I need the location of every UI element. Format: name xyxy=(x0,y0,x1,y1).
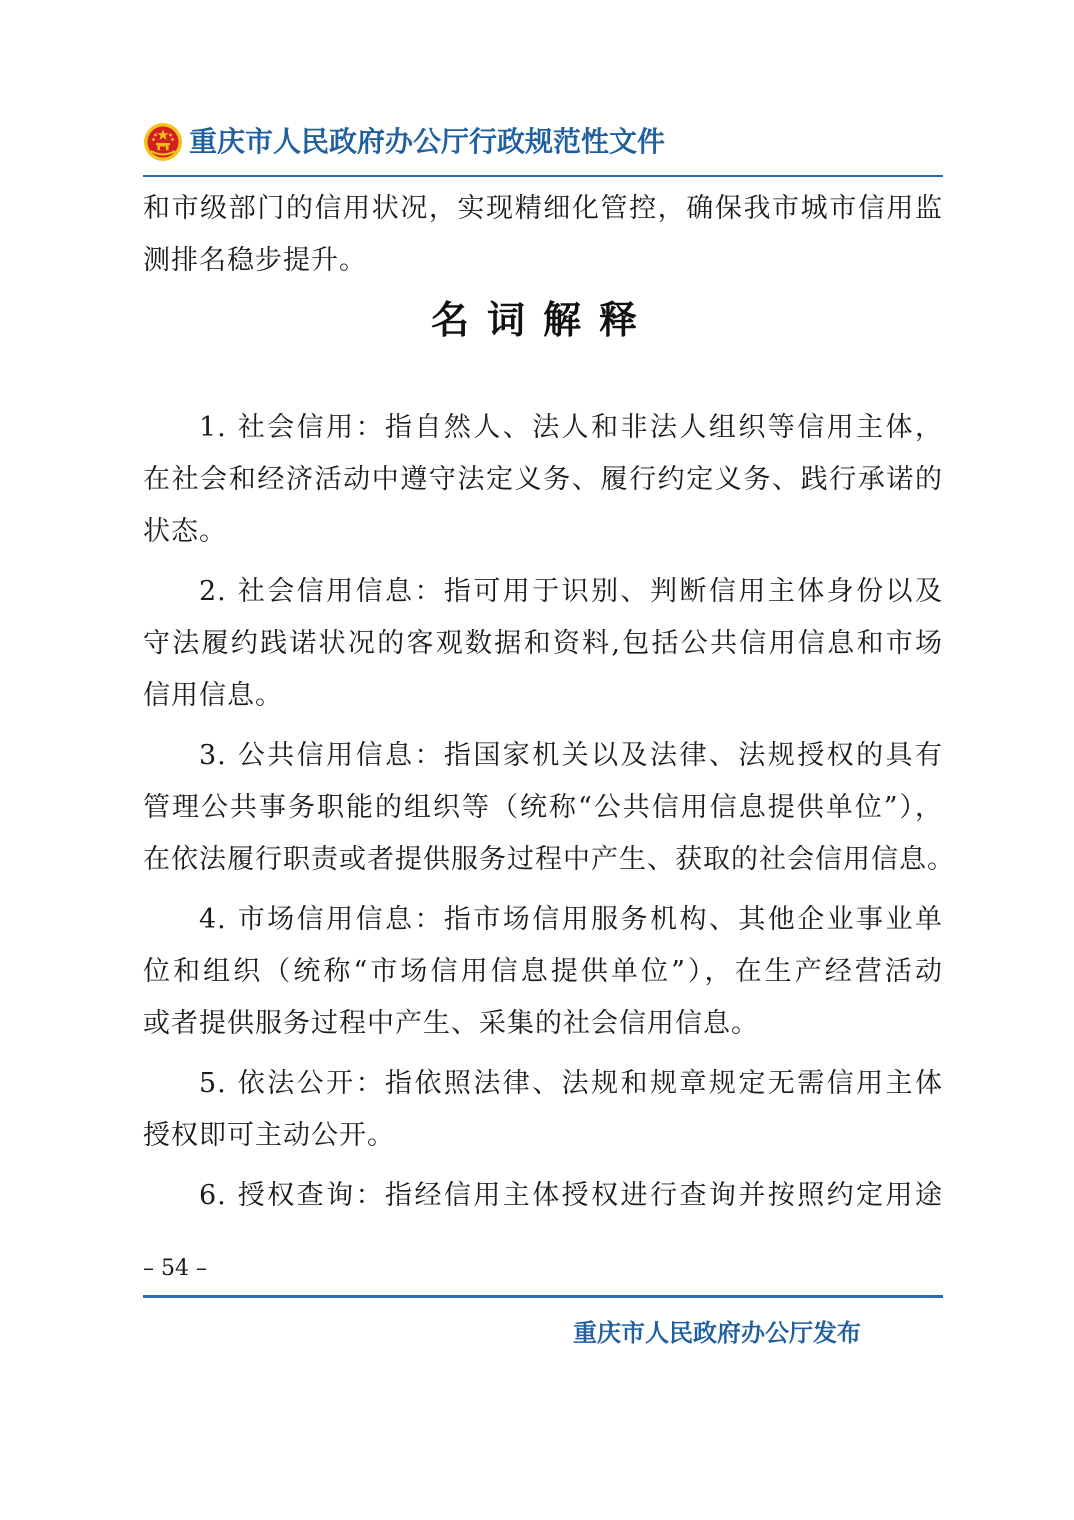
header-divider xyxy=(143,175,943,177)
definitions-list xyxy=(143,402,955,1222)
definition-item xyxy=(143,894,943,1050)
definition-item xyxy=(143,1058,943,1162)
text-line: 授权即可主动公开。 xyxy=(143,1120,395,1151)
text-line: 和市级部门的信用状况，实现精细化管控，确保我市城市信用监 xyxy=(143,193,943,224)
header-title: 重庆市人民政府办公厅行政规范性文件 xyxy=(189,125,666,158)
text-line: 5. 依法公开：指依照法律、法规和规章规定无需信用主体 xyxy=(199,1068,943,1099)
text-line: 2. 社会信用信息：指可用于识别、判断信用主体身份以及 xyxy=(199,576,943,607)
text-line: 状态。 xyxy=(143,516,227,547)
definition-item xyxy=(143,566,943,722)
paragraph-gap xyxy=(143,558,943,566)
text-line: 3. 公共信用信息：指国家机关以及法律、法规授权的具有 xyxy=(199,740,943,771)
page-number: – 54 – xyxy=(143,1256,207,1281)
paragraph-gap xyxy=(143,1162,943,1170)
text-line: 在社会和经济活动中遵守法定义务、履行约定义务、践行承诺的 xyxy=(143,464,943,495)
text-line: 管理公共事务职能的组织等（统称“公共信用信息提供单位”）， xyxy=(143,792,943,823)
text-line: 测排名稳步提升。 xyxy=(143,245,367,276)
text-line: 1. 社会信用：指自然人、法人和非法人组织等信用主体， xyxy=(199,412,943,443)
national-emblem-icon xyxy=(143,122,183,162)
definition-item xyxy=(143,730,955,886)
document-header xyxy=(143,118,943,170)
paragraph-gap xyxy=(143,1050,943,1058)
footer-publisher: 重庆市人民政府办公厅发布 xyxy=(573,1319,861,1347)
text-line: 在依法履行职责或者提供服务过程中产生、获取的社会信用信息。 xyxy=(143,844,955,875)
definition-item xyxy=(143,402,943,558)
text-line: 4. 市场信用信息：指市场信用服务机构、其他企业事业单 xyxy=(199,904,943,935)
footer-divider xyxy=(143,1295,943,1298)
text-line: 6. 授权查询：指经信用主体授权进行查询并按照约定用途 xyxy=(199,1180,943,1211)
intro-paragraph xyxy=(143,183,943,287)
text-line: 信用信息。 xyxy=(143,680,283,711)
section-title: 名词解释 xyxy=(430,297,655,342)
paragraph-gap xyxy=(143,886,943,894)
text-line: 位和组织（统称“市场信用信息提供单位”），在生产经营活动 xyxy=(143,956,943,987)
paragraph-gap xyxy=(143,722,943,730)
definition-item xyxy=(143,1170,943,1222)
text-line: 或者提供服务过程中产生、采集的社会信用信息。 xyxy=(143,1008,759,1039)
text-line: 守法履约践诺状况的客观数据和资料,包括公共信用信息和市场 xyxy=(143,628,943,659)
